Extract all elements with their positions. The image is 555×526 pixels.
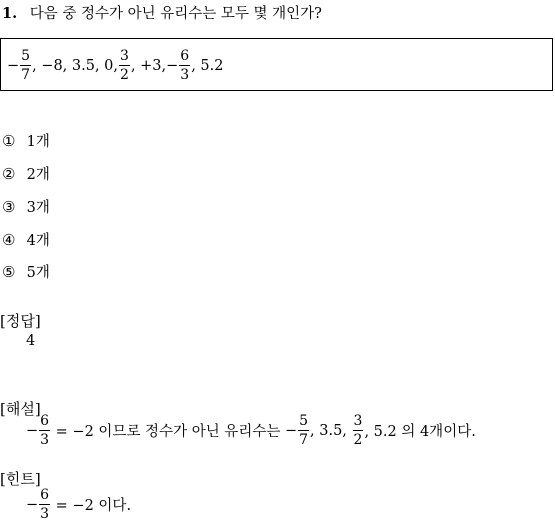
fraction-6-3 bbox=[39, 414, 50, 447]
numerator: 3 bbox=[353, 413, 363, 429]
hint-part: = −2 이다. bbox=[51, 498, 132, 514]
option-2[interactable] bbox=[2, 163, 50, 184]
option-label: 5개 bbox=[26, 265, 50, 281]
numerator: 5 bbox=[21, 48, 31, 64]
option-label: 2개 bbox=[26, 167, 50, 183]
explanation-part: , 5.2 의 4개이다. bbox=[364, 424, 476, 440]
option-5[interactable] bbox=[2, 261, 50, 282]
option-marker: ④ bbox=[2, 231, 16, 249]
answer-value: 4 bbox=[26, 333, 36, 349]
option-marker: ③ bbox=[2, 198, 16, 216]
numerator: 6 bbox=[40, 487, 50, 503]
hint-header: [힌트] bbox=[0, 470, 41, 488]
option-3[interactable] bbox=[2, 196, 50, 217]
denominator: 3 bbox=[180, 67, 190, 83]
hint-text bbox=[26, 488, 131, 521]
fraction-6-3 bbox=[39, 488, 50, 521]
denominator: 2 bbox=[353, 432, 363, 448]
fraction-5-7 bbox=[298, 414, 309, 447]
fraction-5-7 bbox=[20, 49, 31, 82]
option-marker: ⑤ bbox=[2, 263, 16, 281]
sign: − bbox=[26, 422, 39, 439]
fraction-6-3 bbox=[179, 49, 190, 82]
sign: − bbox=[7, 57, 20, 74]
numerator: 6 bbox=[40, 413, 50, 429]
option-label: 1개 bbox=[26, 134, 50, 150]
question-number: 1. bbox=[2, 5, 18, 22]
denominator: 7 bbox=[21, 67, 31, 83]
number-list bbox=[7, 49, 224, 82]
list-text: , 5.2 bbox=[191, 57, 224, 74]
option-1[interactable] bbox=[2, 130, 50, 151]
number-list-box bbox=[0, 38, 553, 91]
numerator: 6 bbox=[180, 48, 190, 64]
option-label: 4개 bbox=[26, 233, 50, 249]
option-marker: ① bbox=[2, 132, 16, 150]
explanation-part: , 3.5, bbox=[310, 422, 352, 439]
sign: − bbox=[166, 57, 179, 74]
denominator: 3 bbox=[40, 506, 50, 522]
option-4[interactable] bbox=[2, 229, 50, 250]
option-marker: ② bbox=[2, 165, 16, 183]
denominator: 2 bbox=[120, 67, 129, 83]
fraction-3-2 bbox=[353, 414, 364, 447]
answer-header: [정답] bbox=[0, 312, 41, 330]
explanation-text bbox=[26, 414, 476, 447]
numerator: 5 bbox=[299, 413, 309, 429]
numerator: 3 bbox=[120, 48, 129, 64]
explanation-header: [해설] bbox=[0, 400, 41, 418]
denominator: 7 bbox=[299, 432, 309, 448]
question-line bbox=[2, 2, 322, 23]
sign: − bbox=[26, 496, 39, 513]
explanation-part: = −2 이므로 정수가 아닌 유리수는 bbox=[51, 424, 285, 440]
list-text: , +3, bbox=[130, 57, 167, 74]
question-text: 다음 중 정수가 아닌 유리수는 모두 몇 개인가? bbox=[29, 6, 322, 22]
fraction-3-2 bbox=[119, 49, 130, 82]
denominator: 3 bbox=[40, 432, 50, 448]
sign: − bbox=[284, 422, 298, 439]
list-text: , −8, 3.5, 0, bbox=[32, 57, 119, 74]
option-label: 3개 bbox=[26, 200, 50, 216]
